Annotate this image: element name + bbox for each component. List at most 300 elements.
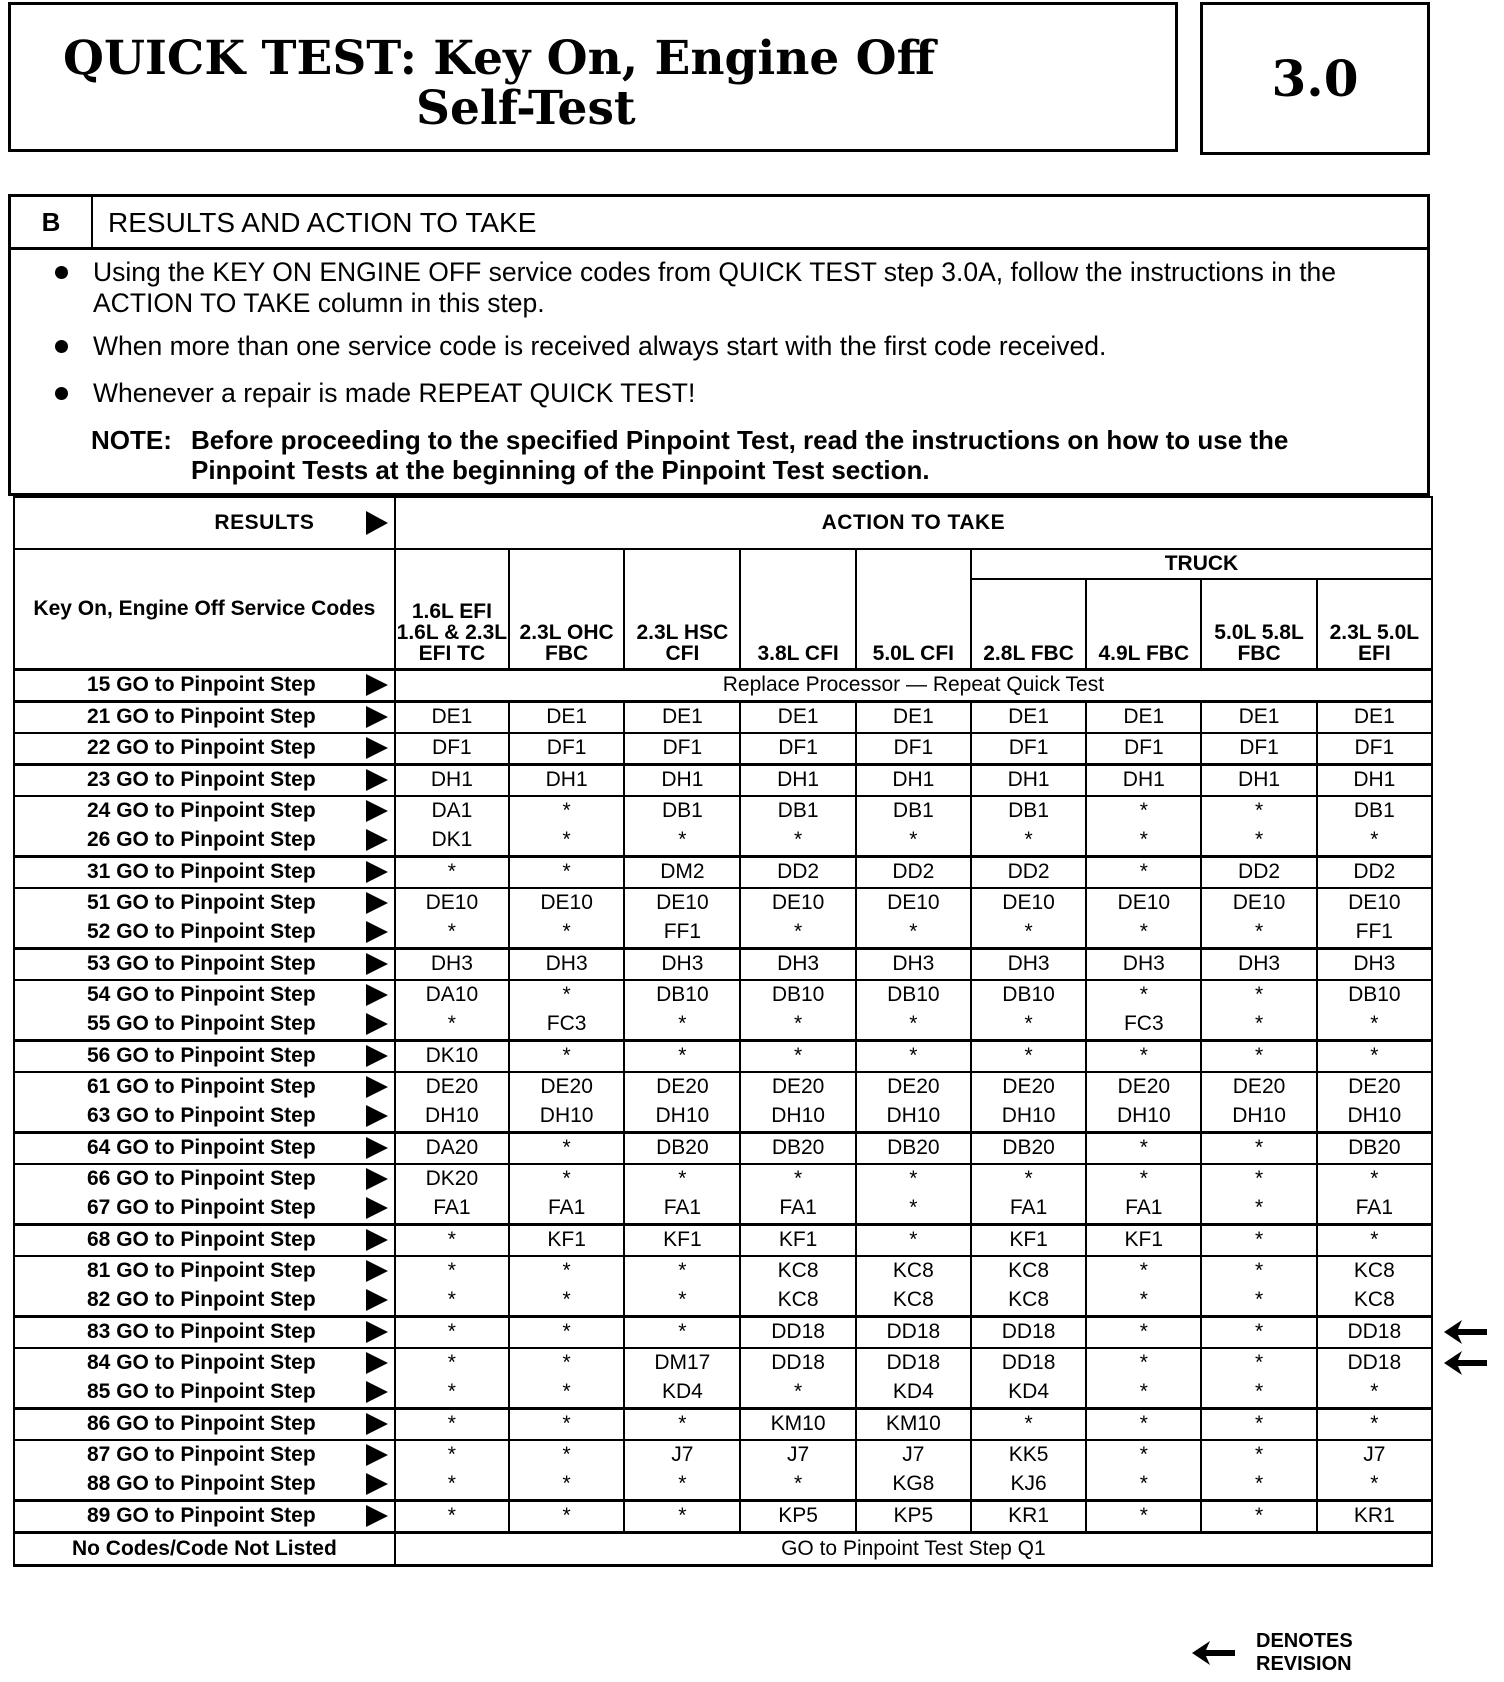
service-code-label: 31 GO to Pinpoint Step <box>87 860 316 883</box>
table-row <box>14 1532 1432 1565</box>
action-cell: KM10 <box>740 1408 855 1440</box>
action-cell: KD4 <box>856 1378 971 1409</box>
action-cell: * <box>395 1408 509 1440</box>
revision-arrow-icon <box>1442 1319 1488 1345</box>
table-row <box>14 1224 1432 1256</box>
arrow-right-icon <box>366 1229 388 1251</box>
service-code-cell <box>14 918 395 949</box>
service-code-label: 52 GO to Pinpoint Step <box>87 920 316 943</box>
table-row <box>14 1440 1432 1470</box>
action-cell: DE20 <box>1086 1072 1201 1102</box>
action-cell: J7 <box>856 1440 971 1470</box>
action-cell: * <box>971 826 1086 857</box>
arrow-right-icon <box>366 1473 388 1495</box>
section-header <box>8 194 1430 250</box>
action-cell: * <box>1201 918 1316 949</box>
action-cell: DH1 <box>509 764 624 796</box>
action-cell: DE1 <box>395 701 509 733</box>
action-cell: * <box>509 980 624 1010</box>
service-code-label: 82 GO to Pinpoint Step <box>87 1288 316 1311</box>
action-cell: * <box>624 1408 740 1440</box>
action-cell: DE1 <box>1317 701 1432 733</box>
action-cell: * <box>740 1378 855 1409</box>
action-cell: * <box>1201 1470 1316 1501</box>
action-cell: * <box>1086 1164 1201 1194</box>
action-cell: J7 <box>1317 1440 1432 1470</box>
service-code-label: 61 GO to Pinpoint Step <box>87 1075 316 1098</box>
action-cell: * <box>509 1316 624 1348</box>
action-cell: DH10 <box>624 1102 740 1133</box>
action-cell: DD2 <box>1201 856 1316 888</box>
engine-header: 2.8L FBC <box>971 579 1086 669</box>
action-cell: * <box>1317 1224 1432 1256</box>
service-code-label: 21 GO to Pinpoint Step <box>87 705 316 728</box>
action-cell: DH1 <box>1317 764 1432 796</box>
service-code-cell <box>14 826 395 857</box>
action-cell: DE10 <box>856 888 971 918</box>
service-code-cell <box>14 1040 395 1072</box>
arrow-right-icon <box>366 737 388 759</box>
action-cell: DD18 <box>856 1316 971 1348</box>
service-code-cell <box>14 1164 395 1194</box>
action-cell: * <box>1201 1440 1316 1470</box>
action-cell: * <box>1086 980 1201 1010</box>
arrow-right-icon <box>366 1289 388 1311</box>
action-cell: * <box>395 1348 509 1378</box>
service-code-label: 81 GO to Pinpoint Step <box>87 1259 316 1282</box>
action-cell: DF1 <box>1086 733 1201 765</box>
service-code-cell <box>14 980 395 1010</box>
no-codes-action: GO to Pinpoint Test Step Q1 <box>395 1532 1432 1565</box>
action-cell: DB10 <box>624 980 740 1010</box>
arrow-right-icon <box>366 1168 388 1190</box>
action-cell: KD4 <box>624 1378 740 1409</box>
action-cell: * <box>1201 1408 1316 1440</box>
action-cell: * <box>624 1500 740 1532</box>
service-code-label: 83 GO to Pinpoint Step <box>87 1320 316 1343</box>
action-cell: DH1 <box>624 764 740 796</box>
action-cell: * <box>509 796 624 826</box>
action-cell: FF1 <box>1317 918 1432 949</box>
action-cell: * <box>856 1010 971 1041</box>
table-row <box>14 1378 1432 1409</box>
action-cell: DH1 <box>1201 764 1316 796</box>
action-cell: * <box>509 1378 624 1409</box>
action-cell: FA1 <box>395 1194 509 1225</box>
action-cell: * <box>1086 1500 1201 1532</box>
action-cell: KF1 <box>624 1224 740 1256</box>
action-cell: * <box>509 1500 624 1532</box>
action-cell: * <box>1201 1010 1316 1041</box>
action-cell: * <box>1086 1408 1201 1440</box>
service-code-label: 56 GO to Pinpoint Step <box>87 1044 316 1067</box>
action-cell: DB1 <box>740 796 855 826</box>
action-cell: DF1 <box>395 733 509 765</box>
action-cell: DE20 <box>1201 1072 1316 1102</box>
service-code-label: 23 GO to Pinpoint Step <box>87 768 316 791</box>
action-cell: FC3 <box>1086 1010 1201 1041</box>
action-cell: * <box>395 856 509 888</box>
revision-arrow-icon <box>1442 1350 1488 1376</box>
service-code-label: 51 GO to Pinpoint Step <box>87 891 316 914</box>
service-code-label: 86 GO to Pinpoint Step <box>87 1412 316 1435</box>
action-cell: DF1 <box>740 733 855 765</box>
action-cell: KC8 <box>971 1286 1086 1317</box>
action-cell: KC8 <box>856 1256 971 1286</box>
action-cell: * <box>1086 796 1201 826</box>
action-cell: DE10 <box>509 888 624 918</box>
service-code-label: 53 GO to Pinpoint Step <box>87 952 316 975</box>
action-cell: DB20 <box>971 1132 1086 1164</box>
action-cell: DH3 <box>971 948 1086 980</box>
action-cell: KD4 <box>971 1378 1086 1409</box>
action-cell: DH3 <box>1201 948 1316 980</box>
action-cell: DH10 <box>1201 1102 1316 1133</box>
action-cell: Replace Processor — Repeat Quick Test <box>395 669 1432 701</box>
action-cell: DH10 <box>1317 1102 1432 1133</box>
action-cell: * <box>395 1010 509 1041</box>
table-row <box>14 1348 1432 1378</box>
table-row <box>14 1102 1432 1133</box>
action-cell: * <box>624 1470 740 1501</box>
service-code-cell <box>14 1010 395 1041</box>
action-cell: KP5 <box>740 1500 855 1532</box>
truck-header: TRUCK <box>971 549 1432 579</box>
service-code-cell <box>14 888 395 918</box>
service-code-label: 88 GO to Pinpoint Step <box>87 1472 316 1495</box>
action-cell: * <box>1317 1040 1432 1072</box>
action-cell: * <box>395 1378 509 1409</box>
service-code-label: 64 GO to Pinpoint Step <box>87 1136 316 1159</box>
action-cell: KC8 <box>971 1256 1086 1286</box>
action-cell: DE1 <box>1201 701 1316 733</box>
table-row <box>14 1194 1432 1225</box>
action-cell: DH3 <box>740 948 855 980</box>
action-cell: * <box>740 1040 855 1072</box>
action-cell: * <box>395 1440 509 1470</box>
action-cell: DF1 <box>971 733 1086 765</box>
instruction-bullet <box>55 378 1395 409</box>
action-cell: * <box>1317 1408 1432 1440</box>
action-cell: * <box>856 1164 971 1194</box>
instruction-bullet <box>55 331 1395 362</box>
arrow-right-icon <box>366 769 388 791</box>
action-cell: DB1 <box>624 796 740 826</box>
arrow-right-icon <box>366 1076 388 1098</box>
service-code-label: 67 GO to Pinpoint Step <box>87 1196 316 1219</box>
action-cell: * <box>1317 1378 1432 1409</box>
table-row <box>14 764 1432 796</box>
action-cell: * <box>509 1164 624 1194</box>
arrow-right-icon <box>366 953 388 975</box>
service-code-cell <box>14 669 395 701</box>
engine-header: 5.0L 5.8L FBC <box>1201 579 1316 669</box>
action-cell: DE10 <box>624 888 740 918</box>
action-cell: FA1 <box>971 1194 1086 1225</box>
action-cell: DE1 <box>971 701 1086 733</box>
results-header <box>14 497 395 549</box>
action-cell: FA1 <box>509 1194 624 1225</box>
action-cell: DB20 <box>624 1132 740 1164</box>
action-cell: DE1 <box>856 701 971 733</box>
action-cell: DD2 <box>740 856 855 888</box>
action-cell: DH1 <box>971 764 1086 796</box>
arrow-right-icon <box>366 829 388 851</box>
action-cell: * <box>1086 1316 1201 1348</box>
service-code-label: 24 GO to Pinpoint Step <box>87 799 316 822</box>
action-cell: DE10 <box>971 888 1086 918</box>
action-cell: KJ6 <box>971 1470 1086 1501</box>
action-cell: DK20 <box>395 1164 509 1194</box>
action-cell: * <box>1201 796 1316 826</box>
table-row <box>14 1072 1432 1102</box>
service-code-cell <box>14 1194 395 1225</box>
action-cell: DH1 <box>395 764 509 796</box>
action-cell: DD18 <box>1317 1316 1432 1348</box>
service-code-label: 26 GO to Pinpoint Step <box>87 828 316 851</box>
legend-line2: REVISION <box>1256 1653 1352 1675</box>
action-cell: DH10 <box>971 1102 1086 1133</box>
action-cell: DD18 <box>1317 1348 1432 1378</box>
service-code-label: 85 GO to Pinpoint Step <box>87 1380 316 1403</box>
engine-header: 2.3L 5.0L EFI <box>1317 579 1432 669</box>
action-cell: * <box>1086 826 1201 857</box>
action-cell: * <box>1086 1286 1201 1317</box>
action-cell: * <box>856 1040 971 1072</box>
action-cell: DH10 <box>1086 1102 1201 1133</box>
table-row <box>14 1408 1432 1440</box>
service-code-cell <box>14 1102 395 1133</box>
action-cell: DF1 <box>856 733 971 765</box>
table-row <box>14 1040 1432 1072</box>
action-cell: DD18 <box>740 1316 855 1348</box>
arrow-right-icon <box>366 1444 388 1466</box>
engine-header: 4.9L FBC <box>1086 579 1201 669</box>
action-cell: KF1 <box>1086 1224 1201 1256</box>
action-cell: FA1 <box>1317 1194 1432 1225</box>
service-codes-header: Key On, Engine Off Service Codes <box>14 549 395 669</box>
service-code-cell <box>14 948 395 980</box>
action-cell: * <box>971 1408 1086 1440</box>
service-code-label: 84 GO to Pinpoint Step <box>87 1351 316 1374</box>
action-cell: * <box>509 1408 624 1440</box>
engine-header: 1.6L EFI 1.6L & 2.3L EFI TC <box>395 549 509 669</box>
action-cell: DD18 <box>971 1348 1086 1378</box>
arrow-right-icon <box>366 1013 388 1035</box>
action-cell: DH1 <box>856 764 971 796</box>
action-cell: DH3 <box>509 948 624 980</box>
action-cell: DB10 <box>856 980 971 1010</box>
action-cell: * <box>971 1040 1086 1072</box>
no-codes-label: No Codes/Code Not Listed <box>14 1532 395 1565</box>
action-cell: KR1 <box>971 1500 1086 1532</box>
action-cell: DB20 <box>1317 1132 1432 1164</box>
action-cell: DF1 <box>1317 733 1432 765</box>
arrow-right-icon <box>366 1105 388 1127</box>
legend-text <box>1256 1630 1353 1676</box>
action-cell: * <box>856 1194 971 1225</box>
action-cell: DE1 <box>740 701 855 733</box>
service-code-label: 66 GO to Pinpoint Step <box>87 1167 316 1190</box>
action-cell: * <box>856 826 971 857</box>
action-cell: * <box>395 1500 509 1532</box>
action-cell: DD2 <box>1317 856 1432 888</box>
action-cell: FF1 <box>624 918 740 949</box>
arrow-right-icon <box>366 1321 388 1343</box>
action-cell: DE20 <box>971 1072 1086 1102</box>
table-row <box>14 856 1432 888</box>
action-cell: KF1 <box>740 1224 855 1256</box>
action-cell: DH3 <box>1086 948 1201 980</box>
action-cell: * <box>624 1040 740 1072</box>
service-code-cell <box>14 1348 395 1378</box>
action-cell: * <box>1201 1164 1316 1194</box>
action-cell: * <box>1086 1440 1201 1470</box>
action-cell: * <box>1201 1256 1316 1286</box>
action-cell: * <box>1086 1348 1201 1378</box>
action-cell: DH3 <box>395 948 509 980</box>
arrow-right-icon <box>366 1197 388 1219</box>
action-cell: * <box>1201 1286 1316 1317</box>
action-cell: DK10 <box>395 1040 509 1072</box>
service-code-cell <box>14 733 395 765</box>
service-code-cell <box>14 1256 395 1286</box>
action-cell: DF1 <box>624 733 740 765</box>
service-code-label: 87 GO to Pinpoint Step <box>87 1443 316 1466</box>
table-row <box>14 918 1432 949</box>
arrow-right-icon <box>366 706 388 728</box>
action-cell: * <box>509 1286 624 1317</box>
action-cell: * <box>1086 1040 1201 1072</box>
instructions-box <box>8 250 1430 496</box>
action-cell: DK1 <box>395 826 509 857</box>
service-code-cell <box>14 1408 395 1440</box>
action-cell: KC8 <box>856 1286 971 1317</box>
table-row <box>14 1286 1432 1317</box>
instruction-text: Using the KEY ON ENGINE OFF service codes from QUICK TEST step 3.0A, follow the instructions in the ACTION TO TAKE column in this step. <box>93 257 1337 318</box>
arrow-right-icon <box>366 800 388 822</box>
action-cell: KC8 <box>1317 1286 1432 1317</box>
section-title: RESULTS AND ACTION TO TAKE <box>108 207 537 238</box>
action-cell: DE1 <box>1086 701 1201 733</box>
action-cell: DE20 <box>509 1072 624 1102</box>
engine-header: 2.3L HSC CFI <box>624 549 740 669</box>
action-cell: * <box>1086 856 1201 888</box>
action-cell: DM17 <box>624 1348 740 1378</box>
action-cell: * <box>1317 1010 1432 1041</box>
results-header-label: RESULTS <box>214 511 315 534</box>
action-cell: * <box>624 1316 740 1348</box>
action-cell: * <box>856 918 971 949</box>
step-number: 3.0 <box>1200 2 1430 155</box>
action-cell: DD2 <box>856 856 971 888</box>
action-cell: * <box>624 1010 740 1041</box>
service-code-cell <box>14 701 395 733</box>
action-cell: KF1 <box>971 1224 1086 1256</box>
action-cell: * <box>1317 826 1432 857</box>
results-table <box>13 496 1433 1567</box>
action-cell: DE10 <box>1317 888 1432 918</box>
action-cell: * <box>509 856 624 888</box>
service-code-cell <box>14 1286 395 1317</box>
legend-line1: DENOTES <box>1256 1630 1353 1652</box>
action-cell: FC3 <box>509 1010 624 1041</box>
action-cell: * <box>624 1164 740 1194</box>
revision-legend <box>1190 1630 1410 1680</box>
table-row <box>14 701 1432 733</box>
action-cell: FA1 <box>1086 1194 1201 1225</box>
action-cell: DE10 <box>1201 888 1316 918</box>
bullet-dot-icon <box>55 266 68 279</box>
table-row <box>14 1132 1432 1164</box>
service-code-label: 63 GO to Pinpoint Step <box>87 1104 316 1127</box>
action-cell: DB1 <box>1317 796 1432 826</box>
service-code-label: 89 GO to Pinpoint Step <box>87 1504 316 1527</box>
action-cell: DD18 <box>856 1348 971 1378</box>
note-text-line2: Pinpoint Tests at the beginning of the Pinpoint Test section. <box>191 455 930 485</box>
action-cell: * <box>395 1286 509 1317</box>
action-cell: * <box>1201 1378 1316 1409</box>
arrow-right-icon <box>366 674 388 696</box>
action-cell: DE1 <box>509 701 624 733</box>
action-cell: KC8 <box>740 1286 855 1317</box>
table-row <box>14 1256 1432 1286</box>
action-cell: * <box>740 1164 855 1194</box>
action-cell: KF1 <box>509 1224 624 1256</box>
arrow-right-icon <box>366 921 388 943</box>
action-cell: * <box>740 826 855 857</box>
bullet-dot-icon <box>55 387 68 400</box>
action-cell: * <box>395 1470 509 1501</box>
table-row <box>14 888 1432 918</box>
action-cell: * <box>509 1440 624 1470</box>
action-cell: DB10 <box>1317 980 1432 1010</box>
table-row <box>14 948 1432 980</box>
service-code-cell <box>14 764 395 796</box>
action-cell: * <box>856 1224 971 1256</box>
service-code-cell <box>14 856 395 888</box>
section-letter: B <box>11 197 93 247</box>
instruction-text: Whenever a repair is made REPEAT QUICK TEST! <box>93 378 696 408</box>
service-code-label: 15 GO to Pinpoint Step <box>87 673 316 696</box>
action-cell: * <box>740 1010 855 1041</box>
action-cell: * <box>1201 1040 1316 1072</box>
action-cell: * <box>1201 1348 1316 1378</box>
action-cell: KM10 <box>856 1408 971 1440</box>
action-cell: * <box>1201 1132 1316 1164</box>
action-cell: DA20 <box>395 1132 509 1164</box>
action-cell: DM2 <box>624 856 740 888</box>
arrow-right-icon <box>366 511 388 535</box>
action-cell: * <box>624 1286 740 1317</box>
arrow-right-icon <box>366 1381 388 1403</box>
action-cell: DB10 <box>740 980 855 1010</box>
service-code-cell <box>14 1470 395 1501</box>
action-cell: KR1 <box>1317 1500 1432 1532</box>
title-box <box>8 2 1178 152</box>
action-cell: * <box>1201 1316 1316 1348</box>
action-cell: * <box>509 1348 624 1378</box>
service-code-cell <box>14 796 395 826</box>
action-cell: DH10 <box>740 1102 855 1133</box>
page-subtitle: Self-Test <box>416 81 636 136</box>
action-cell: DH1 <box>1086 764 1201 796</box>
action-cell: DE10 <box>1086 888 1201 918</box>
arrow-right-icon <box>366 1413 388 1435</box>
note-label: NOTE: <box>91 425 172 455</box>
action-cell: KK5 <box>971 1440 1086 1470</box>
service-code-cell <box>14 1132 395 1164</box>
